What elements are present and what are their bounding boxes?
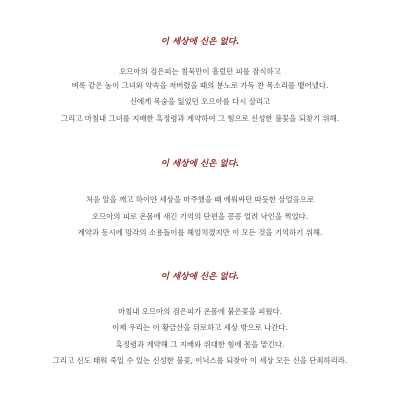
stanza-1-line-1: 오므아의 검은피는 침묵만이 흘렀던 피를 잠식하고 — [119, 67, 281, 76]
stanza-1-line-2: 벼룩 같은 놈이 그녀와 약속을 저버렸을 때의 분노로 가득 찬 목소리를 뱉어냈다. — [71, 81, 329, 90]
stanza-3-line-1: 마침내 오므아의 검은피가 온몸에 붉은꽃을 피웠다. — [117, 307, 283, 316]
stanza-3-line-3: 흑정령과 계약해 그 지배와 위대한 힘에 몸을 맡긴다. — [115, 340, 285, 349]
stanza-1-line-4: 그리고 마침내 그녀를 지배한 흑정령과 계약하여 그 힘으로 신성한 불꽃을 되찾기 위해. — [60, 114, 340, 123]
stanza-2-line-3: 계약과 동시에 망각의 소용돌이를 헤엄치겠지만 이 모든 것을 기억하기 위해. — [77, 228, 323, 237]
stanza-3-title: 이 세상에 신은 없다. — [160, 272, 240, 282]
stanza-2-line-1: 처음 알을 깨고 하이얀 세상을 마주했을 때 에워싸던 따듯한 살얼음으로 — [85, 195, 315, 204]
stanza-1-line-3: 신에게 목숨을 잃었던 오므아를 다시 살리고 — [129, 97, 271, 106]
stanza-3-line-2: 이제 우리는 이 황금산을 뒤로하고 세상 밖으로 나간다. — [112, 323, 288, 332]
stanza-1-title: 이 세상에 신은 없다. — [160, 37, 240, 47]
stanza-3-line-4: 그리고 신도 태워 죽일 수 있는 신성한 불꽃, 이닉스를 되찾아 이 세상 모든 신을 단죄하리라. — [52, 356, 348, 365]
stanza-2-line-2: 오므아의 피로 온몸에 새긴 기억의 단편을 꽁꽁 얼려 낙인을 찍었다. — [91, 212, 309, 221]
stanza-2-title: 이 세상에 신은 없다. — [160, 159, 240, 169]
